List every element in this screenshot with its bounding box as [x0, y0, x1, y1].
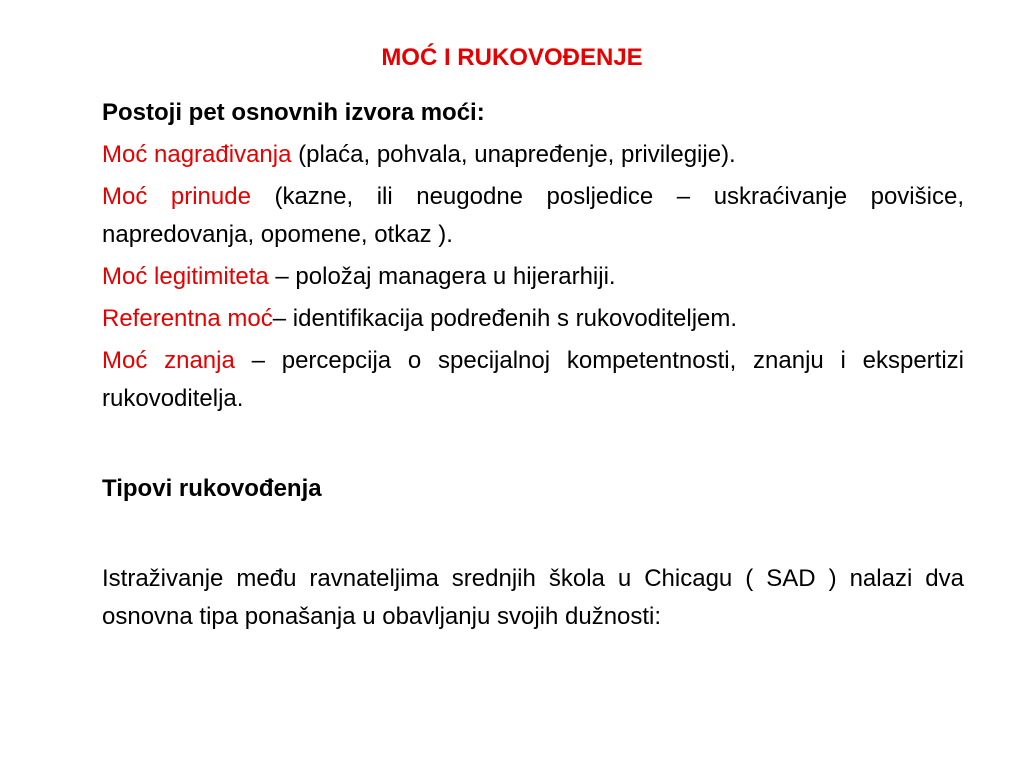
power-source-description: (kazne, ili neugodne posljedice – uskraćivanje povišice, napredovanja, opomene, otkaz ).: [102, 183, 964, 248]
power-source-description: – položaj managera u hijerarhiji.: [268, 263, 616, 290]
power-source-referent: [102, 300, 964, 338]
research-paragraph: Istraživanje među ravnateljima srednjih škola u Chicagu ( SAD ) nalazi dva osnovna tipa ponašanja u obavljanju svojih dužnosti:: [102, 565, 964, 630]
power-source-description: – identifikacija podređenih s rukovoditeljem.: [272, 305, 738, 332]
slide-content: [102, 94, 964, 636]
power-source-term: Moć prinude: [102, 183, 251, 210]
intro-heading: Postoji pet osnovnih izvora moći:: [102, 99, 485, 126]
power-source-reward: [102, 136, 964, 174]
power-source-term: Moć nagrađivanja: [102, 141, 292, 168]
power-source-term: Moć znanja: [102, 347, 235, 374]
power-source-description: – percepcija o specijalnoj kompetentnosti, znanju i ekspertizi rukovoditelja.: [102, 347, 965, 412]
power-source-legitimate: [102, 258, 964, 296]
power-source-description: (plaća, pohvala, unapređenje, privilegije).: [291, 141, 736, 168]
power-source-coercion: [102, 178, 964, 254]
power-source-term: Moć legitimiteta: [102, 263, 269, 290]
power-source-term: Referentna moć: [102, 305, 273, 332]
slide-title: MOĆ I RUKOVOĐENJE: [381, 44, 643, 71]
types-heading: Tipovi rukovođenja: [102, 475, 322, 502]
power-source-expert: [102, 342, 964, 418]
